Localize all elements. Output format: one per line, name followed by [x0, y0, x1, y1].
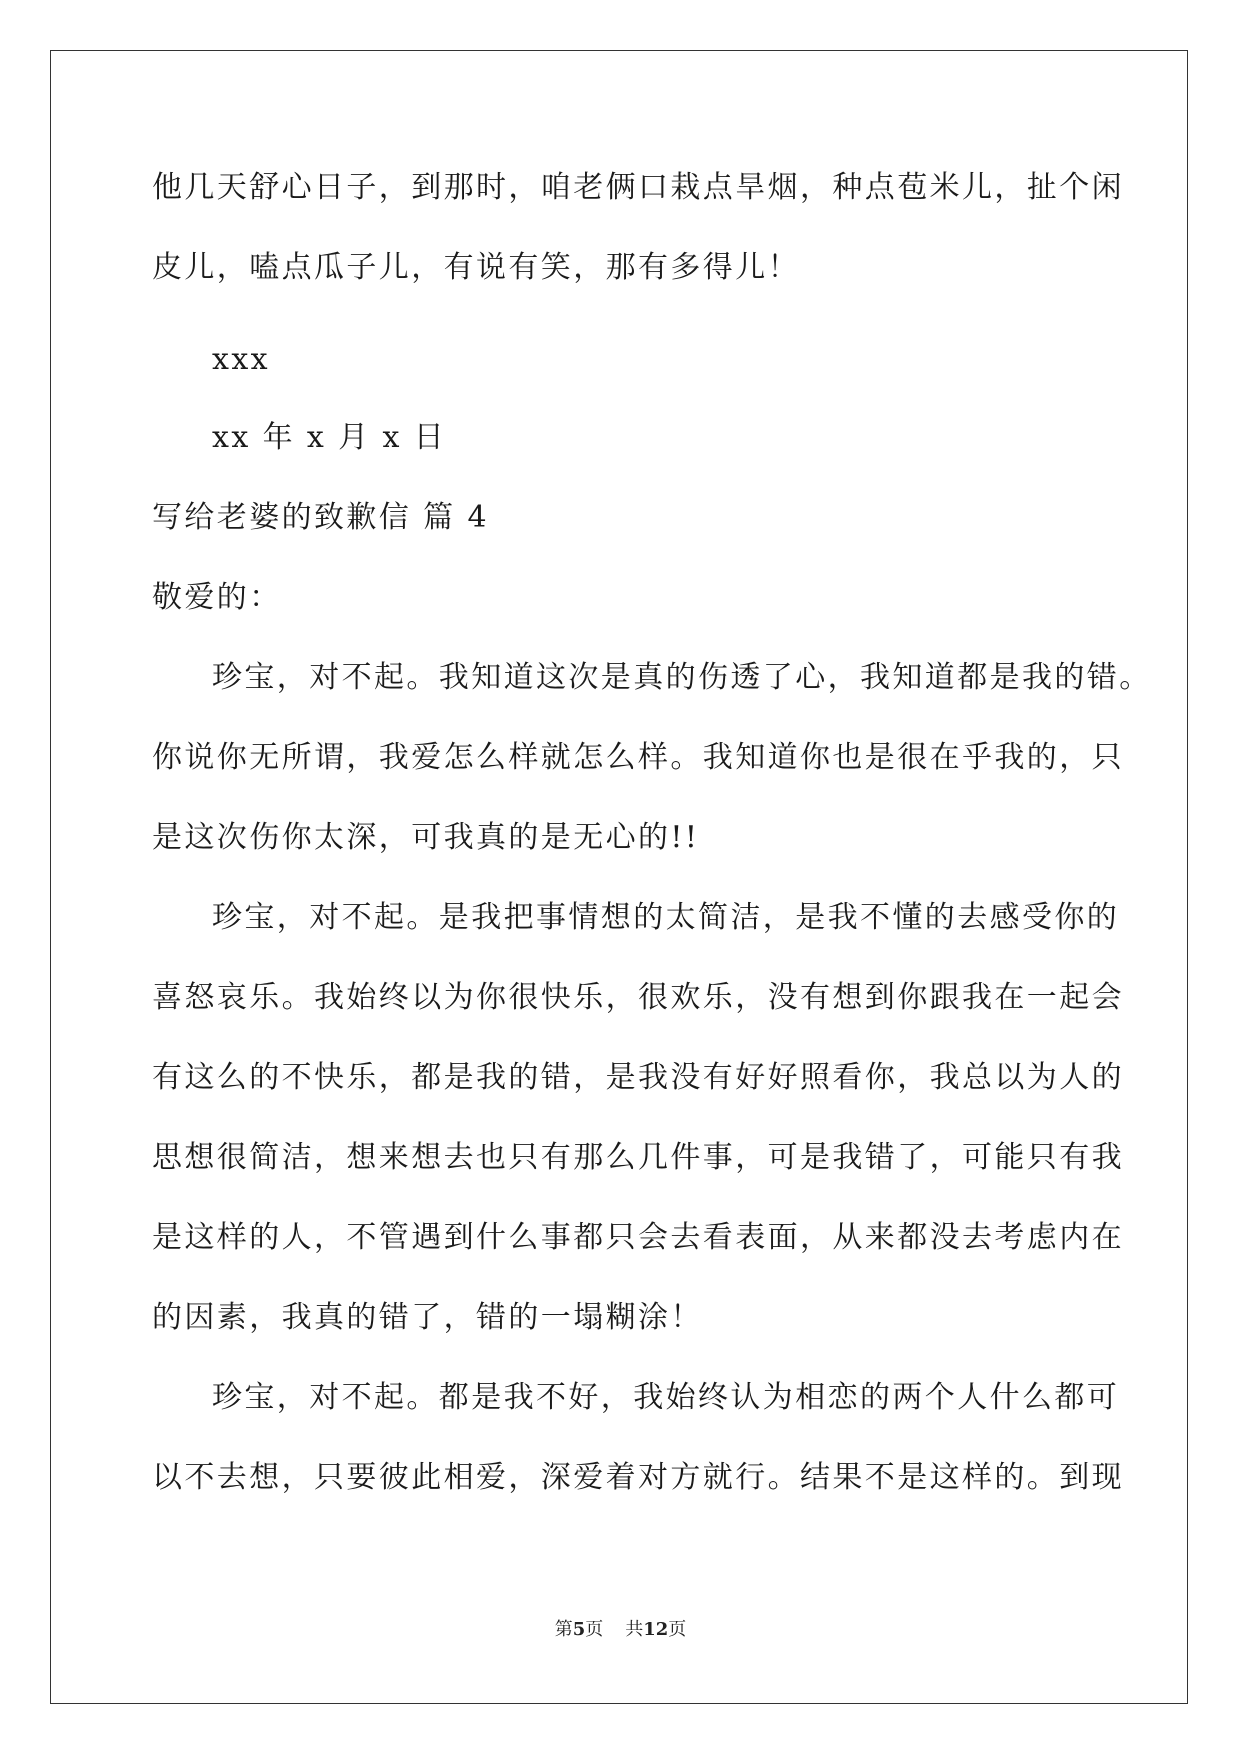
page-border — [50, 50, 1188, 1704]
page-prefix: 第 — [554, 1619, 573, 1640]
paragraph-line: 喜怒哀乐。我始终以为你很快乐，很欢乐，没有想到你跟我在一起会 — [152, 980, 1124, 1015]
paragraph-line: 的因素，我真的错了，错的一塌糊涂！ — [152, 1300, 703, 1335]
page-footer — [0, 1618, 1241, 1642]
total-prefix: 共 — [625, 1619, 644, 1640]
signature: xxx — [212, 342, 270, 377]
date-line: xx 年 x 月 x 日 — [212, 420, 447, 455]
total-pages: 12 — [643, 1619, 669, 1640]
section-heading: 写给老婆的致歉信 篇 4 — [152, 500, 489, 535]
text-line: 皮儿，嗑点瓜子儿，有说有笑，那有多得儿！ — [152, 250, 800, 285]
text-line: 他几天舒心日子，到那时，咱老俩口栽点旱烟，种点苞米儿，扯个闲 — [152, 170, 1124, 205]
total-suffix: 页 — [668, 1619, 687, 1640]
paragraph-line: 珍宝，对不起。都是我不好，我始终认为相恋的两个人什么都可 — [212, 1380, 1120, 1415]
page-number: 5 — [572, 1619, 586, 1640]
paragraph-line: 有这么的不快乐，都是我的错，是我没有好好照看你，我总以为人的 — [152, 1060, 1124, 1095]
paragraph-line: 珍宝，对不起。是我把事情想的太简洁，是我不懂的去感受你的 — [212, 900, 1120, 935]
paragraph-line: 你说你无所谓，我爱怎么样就怎么样。我知道你也是很在乎我的，只 — [152, 740, 1124, 775]
page-suffix: 页 — [585, 1619, 604, 1640]
paragraph-line: 思想很简洁，想来想去也只有那么几件事，可是我错了，可能只有我 — [152, 1140, 1124, 1175]
salutation: 敬爱的： — [152, 580, 282, 615]
paragraph-line: 是这样的人，不管遇到什么事都只会去看表面，从来都没去考虑内在 — [152, 1220, 1124, 1255]
paragraph-line: 珍宝，对不起。我知道这次是真的伤透了心，我知道都是我的错。 — [212, 660, 1152, 695]
paragraph-line: 是这次伤你太深，可我真的是无心的!! — [152, 820, 700, 855]
paragraph-line: 以不去想，只要彼此相爱，深爱着对方就行。结果不是这样的。到现 — [152, 1460, 1124, 1495]
